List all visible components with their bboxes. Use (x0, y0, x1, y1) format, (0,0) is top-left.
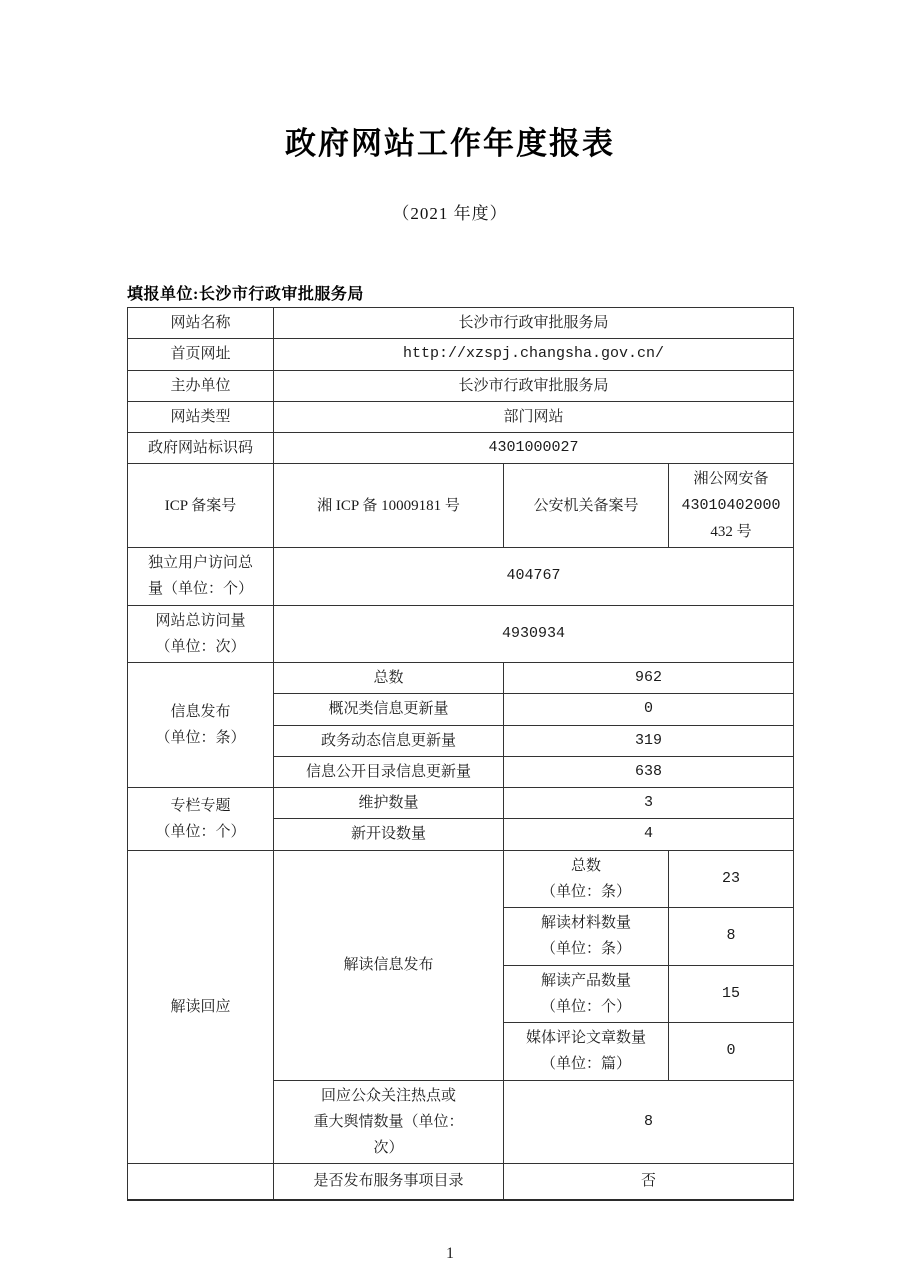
info-release-item-value: 319 (504, 725, 794, 756)
page-title: 政府网站工作年度报表 (285, 126, 615, 162)
icp-value: 湘 ICP 备 10009181 号 (274, 464, 504, 548)
site-type-value: 部门网站 (274, 401, 794, 432)
info-release-section-label: 信息发布 （单位：条） (128, 663, 274, 788)
report-table (127, 307, 794, 1201)
row-unique-visitors (128, 548, 794, 606)
row-columns-maintained (128, 788, 794, 819)
site-name-label: 网站名称 (128, 308, 274, 339)
unique-visitors-label: 独立用户访问总 量（单位：个） (128, 548, 274, 606)
interpretation-item-value: 8 (669, 908, 794, 966)
info-release-item-label: 政务动态信息更新量 (274, 725, 504, 756)
police-record-label: 公安机关备案号 (504, 464, 669, 548)
organizer-label: 主办单位 (128, 370, 274, 401)
special-columns-section-label: 专栏专题 （单位：个） (128, 788, 274, 851)
row-icp (128, 464, 794, 548)
site-code-label: 政府网站标识码 (128, 433, 274, 464)
row-site-code (128, 433, 794, 464)
interpretation-item-value: 23 (669, 850, 794, 908)
site-type-label: 网站类型 (128, 401, 274, 432)
special-columns-item-value: 3 (504, 788, 794, 819)
interpretation-item-label: 解读产品数量 （单位：个） (504, 965, 669, 1023)
special-columns-item-label: 新开设数量 (274, 819, 504, 850)
police-record-value-line: 湘公网安备 (693, 471, 769, 488)
info-release-item-label: 信息公开目录信息更新量 (274, 756, 504, 787)
site-name-value: 长沙市行政审批服务局 (274, 308, 794, 339)
row-site-name (128, 308, 794, 339)
row-info-release-total (128, 663, 794, 694)
home-url-label: 首页网址 (128, 339, 274, 370)
info-release-item-label: 总数 (274, 663, 504, 694)
interpretation-item-label: 媒体评论文章数量 （单位：篇） (504, 1023, 669, 1081)
police-record-value-line: 43010402000 (681, 496, 781, 514)
interpretation-item-value: 15 (669, 965, 794, 1023)
empty-cell (128, 1164, 274, 1200)
home-url-value: http://xzspj.changsha.gov.cn/ (274, 339, 794, 370)
row-service-catalog (128, 1164, 794, 1200)
total-visits-label: 网站总访问量 （单位：次） (128, 605, 274, 663)
row-site-type (128, 401, 794, 432)
service-catalog-label: 是否发布服务事项目录 (274, 1164, 504, 1200)
hotspot-response-label: 回应公众关注热点或 重大舆情数量（单位： 次） (274, 1080, 504, 1164)
interpretation-release-label: 解读信息发布 (274, 850, 504, 1080)
icp-label: ICP 备案号 (128, 464, 274, 548)
info-release-item-value: 962 (504, 663, 794, 694)
row-interpretation-total (128, 850, 794, 908)
interpretation-item-label: 解读材料数量 （单位：条） (504, 908, 669, 966)
total-visits-value: 4930934 (274, 605, 794, 663)
page-subtitle: （2021 年度） (392, 204, 508, 223)
info-release-item-value: 638 (504, 756, 794, 787)
hotspot-response-value: 8 (504, 1080, 794, 1164)
info-release-item-label: 概况类信息更新量 (274, 694, 504, 725)
service-catalog-value: 否 (504, 1164, 794, 1200)
row-home-url (128, 339, 794, 370)
site-code-value: 4301000027 (274, 433, 794, 464)
info-release-item-value: 0 (504, 694, 794, 725)
interpretation-item-value: 0 (669, 1023, 794, 1081)
reporting-unit: 填报单位:长沙市行政审批服务局 (127, 286, 364, 303)
police-record-value-line: 432 号 (710, 523, 752, 540)
special-columns-item-label: 维护数量 (274, 788, 504, 819)
interpretation-section-label: 解读回应 (128, 850, 274, 1164)
special-columns-item-value: 4 (504, 819, 794, 850)
row-organizer (128, 370, 794, 401)
row-total-visits (128, 605, 794, 663)
organizer-value: 长沙市行政审批服务局 (274, 370, 794, 401)
police-record-value (669, 464, 794, 548)
interpretation-item-label: 总数 （单位：条） (504, 850, 669, 908)
page-number: 1 (446, 1244, 454, 1262)
unique-visitors-value: 404767 (274, 548, 794, 606)
